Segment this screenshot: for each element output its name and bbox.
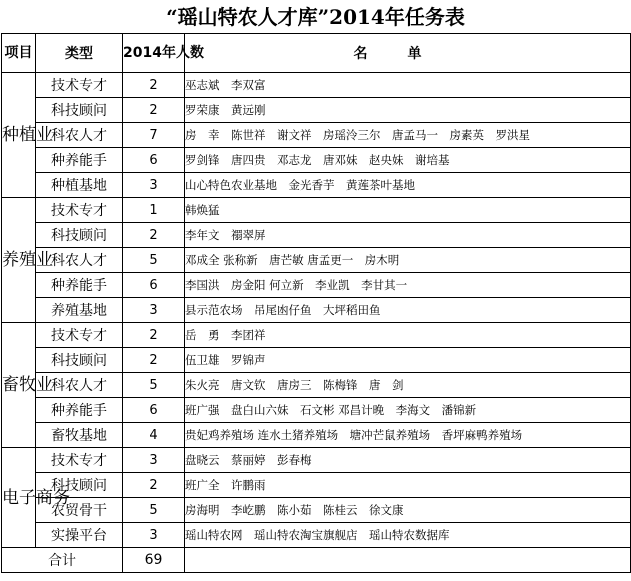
group-label: 养殖业 <box>2 198 36 323</box>
table-row <box>2 223 631 248</box>
type-cell: 科技顾问 <box>36 223 123 248</box>
type-cell: 畜牧基地 <box>36 423 123 448</box>
header-type: 类型 <box>36 34 123 73</box>
count-cell: 2 <box>123 98 185 123</box>
type-cell: 科农人才 <box>36 248 123 273</box>
names-cell: 县示范农场 吊尾凼仔鱼 大坪稻田鱼 <box>185 298 631 323</box>
names-cell: 贵妃鸡养殖场 连水土猪养殖场 塘冲芒鼠养殖场 香坪麻鸭养殖场 <box>185 423 631 448</box>
type-cell: 养殖基地 <box>36 298 123 323</box>
group-label: 畜牧业 <box>2 323 36 448</box>
names-cell: 岳 勇 李团祥 <box>185 323 631 348</box>
names-cell: 房海明 李屹鹏 陈小茹 陈桂云 徐文康 <box>185 498 631 523</box>
header-names: 名单 <box>185 34 631 73</box>
names-cell: 罗剑锋 唐四贵 邓志龙 唐邓妹 赵央妹 谢培基 <box>185 148 631 173</box>
type-cell: 农贸骨干 <box>36 498 123 523</box>
count-cell: 6 <box>123 273 185 298</box>
count-cell: 1 <box>123 198 185 223</box>
table-row <box>2 98 631 123</box>
type-cell: 科农人才 <box>36 123 123 148</box>
count-cell: 3 <box>123 173 185 198</box>
type-cell: 科技顾问 <box>36 348 123 373</box>
type-cell: 种养能手 <box>36 273 123 298</box>
type-cell: 种养能手 <box>36 148 123 173</box>
table-row <box>2 123 631 148</box>
table-row <box>2 198 631 223</box>
count-cell: 3 <box>123 523 185 548</box>
table-row <box>2 273 631 298</box>
table-row <box>2 298 631 323</box>
count-cell: 6 <box>123 148 185 173</box>
total-value: 69 <box>123 548 185 573</box>
type-cell: 技术专才 <box>36 323 123 348</box>
page-title: “瑶山特农人才库”2014年任务表 <box>166 5 465 29</box>
type-cell: 种植基地 <box>36 173 123 198</box>
table-row <box>2 73 631 98</box>
names-cell: 山心特色农业基地 金光香芋 黄莲茶叶基地 <box>185 173 631 198</box>
count-cell: 5 <box>123 248 185 273</box>
count-cell: 4 <box>123 423 185 448</box>
type-cell: 技术专才 <box>36 73 123 98</box>
names-cell: 伍卫雄 罗锦声 <box>185 348 631 373</box>
count-cell: 2 <box>123 223 185 248</box>
names-cell: 班广强 盘白山六妹 石文彬 邓昌计晚 李海文 潘锦新 <box>185 398 631 423</box>
table-row <box>2 473 631 498</box>
names-cell: 李年文 禤翠屏 <box>185 223 631 248</box>
names-cell: 瑶山特农网 瑶山特农淘宝旗舰店 瑶山特农数据库 <box>185 523 631 548</box>
names-cell: 房 幸 陈世祥 谢文祥 房瑶泠三尔 唐孟马一 房素英 罗洪星 <box>185 123 631 148</box>
count-cell: 2 <box>123 323 185 348</box>
table-row <box>2 173 631 198</box>
names-cell: 李国洪 房金阳 何立新 李业凯 李甘其一 <box>185 273 631 298</box>
table-row <box>2 423 631 448</box>
total-row <box>2 548 631 573</box>
count-cell: 7 <box>123 123 185 148</box>
type-cell: 技术专才 <box>36 448 123 473</box>
header-count: 2014年人数 <box>123 34 185 73</box>
count-cell: 2 <box>123 73 185 98</box>
total-names-cell <box>185 548 631 573</box>
names-cell: 班广全 许鹏雨 <box>185 473 631 498</box>
count-cell: 2 <box>123 473 185 498</box>
type-cell: 实操平台 <box>36 523 123 548</box>
type-cell: 科农人才 <box>36 373 123 398</box>
type-cell: 科技顾问 <box>36 473 123 498</box>
type-cell: 种养能手 <box>36 398 123 423</box>
group-label: 电子商务 <box>2 448 36 548</box>
count-cell: 3 <box>123 448 185 473</box>
header-project: 项目 <box>2 34 36 73</box>
table-row <box>2 323 631 348</box>
type-cell: 技术专才 <box>36 198 123 223</box>
count-cell: 6 <box>123 398 185 423</box>
table-row <box>2 523 631 548</box>
table-row <box>2 448 631 473</box>
count-cell: 5 <box>123 373 185 398</box>
names-cell: 罗荣康 黄远刚 <box>185 98 631 123</box>
table-row <box>2 373 631 398</box>
header-row <box>2 34 631 73</box>
count-cell: 2 <box>123 348 185 373</box>
task-table <box>1 33 631 573</box>
names-cell: 韩焕猛 <box>185 198 631 223</box>
names-cell: 朱火亮 唐文钦 唐房三 陈梅锋 唐 剑 <box>185 373 631 398</box>
table-row <box>2 348 631 373</box>
type-cell: 科技顾问 <box>36 98 123 123</box>
names-cell: 邓成全 张称新 唐芒敏 唐孟更一 房木明 <box>185 248 631 273</box>
total-label: 合计 <box>2 548 123 573</box>
table-row <box>2 498 631 523</box>
names-cell: 巫志斌 李双富 <box>185 73 631 98</box>
table-row <box>2 248 631 273</box>
table-row <box>2 398 631 423</box>
table-row <box>2 148 631 173</box>
count-cell: 5 <box>123 498 185 523</box>
names-cell: 盘晓云 蔡丽婷 彭春梅 <box>185 448 631 473</box>
count-cell: 3 <box>123 298 185 323</box>
group-label: 种植业 <box>2 73 36 198</box>
